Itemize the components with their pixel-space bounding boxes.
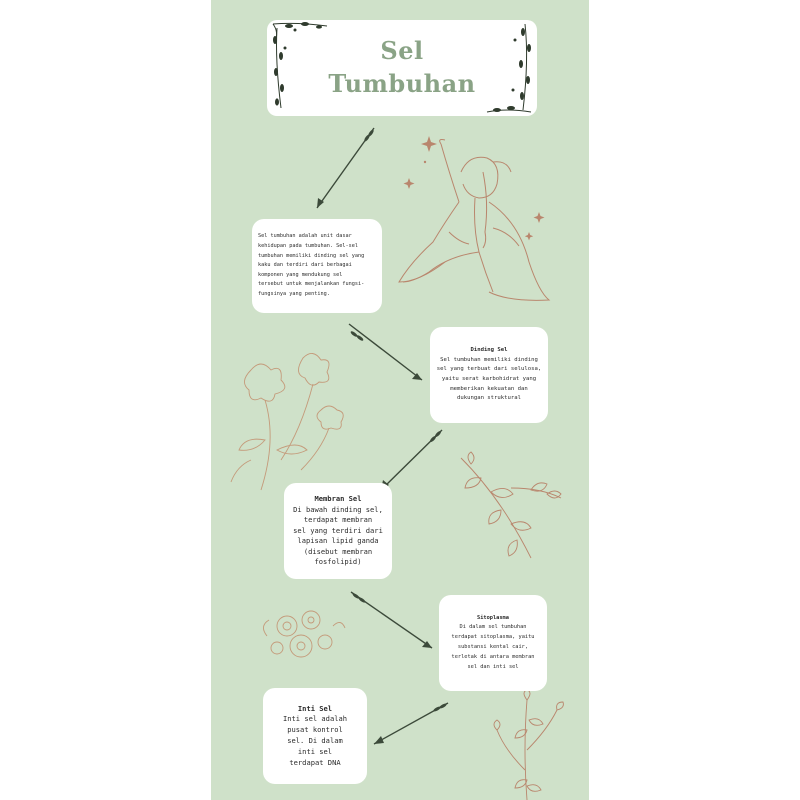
nucleus-card bbox=[263, 688, 367, 784]
title-line-1: Sel bbox=[380, 36, 424, 65]
intro-text: Sel tumbuhan adalah unit dasar kehidupan pada tumbuhan. Sel-sel tumbuhan memiliki dinding sel yang kaku dan terdiri dari berbagai komponen yang mendukung sel tersebut untuk menjalankan fungsi- fungsinya yang penting. bbox=[258, 233, 365, 297]
nucleus-heading: Inti Sel bbox=[297, 703, 333, 713]
cell-wall-heading: Dinding Sel bbox=[470, 347, 508, 354]
cytoplasm-heading: Sitoplasma bbox=[477, 614, 509, 621]
cytoplasm-card bbox=[439, 595, 547, 691]
cell-membrane-heading: Membran Sel bbox=[314, 493, 362, 503]
cell-membrane-card bbox=[284, 483, 392, 579]
nucleus-text: Inti sel adalah pusat kontrol sel. Di dalam inti sel terdapat DNA bbox=[282, 714, 348, 767]
cell-wall-text: Sel tumbuhan memiliki dinding sel yang terbuat dari selulosa, yaitu serat karbohidrat yang memberikan kekuatan dan dukungan struktural bbox=[436, 356, 542, 402]
title-line-2: Tumbuhan bbox=[328, 69, 476, 98]
cytoplasm-text: Di dalam sel tumbuhan terdapat sitoplasma, yaitu substansi kental cair, terletak di antara membran sel dan inti sel bbox=[451, 624, 535, 670]
infographic-poster bbox=[211, 0, 589, 800]
cell-membrane-text: Di bawah dinding sel, terdapat membran sel yang terdiri dari lapisan lipid ganda (disebut membran fosfolipid) bbox=[293, 504, 383, 567]
intro-card bbox=[252, 219, 382, 313]
cell-wall-card bbox=[430, 327, 548, 423]
